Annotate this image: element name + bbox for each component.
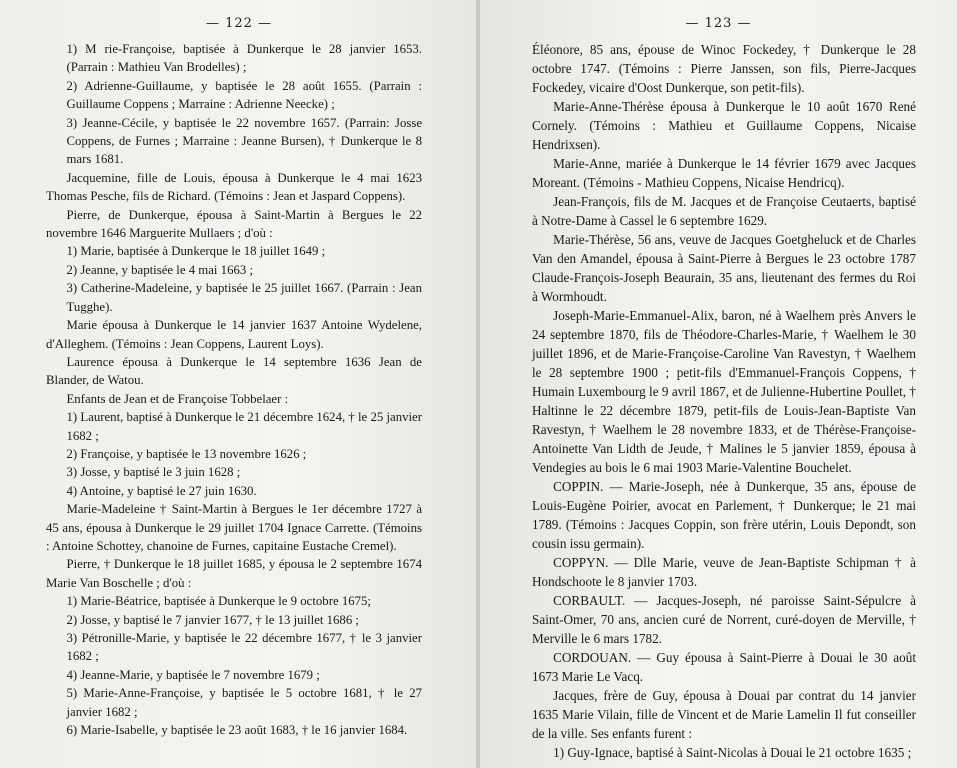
paragraph: 2) Josse, y baptisé le 7 janvier 1677, † le 13 juillet 1686 ;	[66, 612, 359, 627]
paragraph: Jacques, frère de Guy, épousa à Douai par contrat du 14 janvier 1635 Marie Vilain, fille de Vincent et de Marie Lamelin Il fut conseiller de la ville. Ses enfants furent :	[532, 688, 916, 741]
paragraph: 1) Marie, baptisée à Dunkerque le 18 juillet 1649 ;	[66, 244, 326, 259]
paragraph: Marie épousa à Dunkerque le 14 janvier 1637 Antoine Wydelene, d'Alleghem. (Témoins : Jean Coppens, Laurent Loys).	[46, 318, 422, 351]
left-page	[0, 0, 478, 768]
paragraph: 4) Jeanne-Marie, y baptisée le 7 novembre 1679 ;	[66, 667, 320, 682]
paragraph: 2) Adrienne-Guillaume, y baptisée le 28 août 1655. (Parrain : Guillaume Coppens ; Marraine : Adrienne Neecke) ;	[66, 78, 422, 112]
paragraph: Pierre, † Dunkerque le 18 juillet 1685, y épousa le 2 septembre 1674 Marie Van Boschelle ; d'où :	[46, 557, 422, 590]
paragraph: Laurence épousa à Dunkerque le 14 septembre 1636 Jean de Blander, de Watou.	[46, 354, 422, 388]
right-page-text	[532, 40, 916, 762]
paragraph: Éléonore, 85 ans, épouse de Winoc Fockedey, † Dunkerque le 28 octobre 1747. (Témoins : Pierre Janssen, son fils, Pierre-Jacques Fockedey, vicaire d'Oost Dunkerque, son petit-fils).	[532, 42, 916, 95]
right-page	[480, 0, 957, 768]
paragraph: Marie-Madeleine † Saint-Martin à Bergues le 1er décembre 1727 à 45 ans, épousa à Dunkerque le 29 juillet 1704 Ignace Carrette. (Témoins : Antoine Schottey, chanoine de Furnes, capitaine Eustache Cremel).	[46, 502, 422, 553]
right-page-number: — 123 —	[685, 16, 752, 31]
paragraph: 1) Marie-Béatrice, baptisée à Dunkerque le 9 octobre 1675;	[66, 594, 371, 609]
paragraph: 3) Jeanne-Cécile, y baptisée le 22 novembre 1657. (Parrain: Josse Coppens, de Furnes ; Marraine : Jeanne Bursen), † Dunkerque le 8 mars 1681.	[66, 115, 422, 167]
paragraph: CORBAULT. — Jacques-Joseph, né paroisse Saint-Sépulcre à Saint-Omer, 70 ans, ancien curé de Norrent, curé-doyen de Merville, † Merville le 6 mars 1782.	[532, 593, 916, 646]
paragraph: 2) Jeanne, y baptisée le 4 mai 1663 ;	[66, 262, 254, 277]
paragraph: Jacquemine, fille de Louis, épousa à Dunkerque le 4 mai 1623 Thomas Pesche, fils de Richard. (Témoins : Jean et Jaspard Coppens).	[46, 170, 422, 204]
paragraph: Marie-Anne-Thérèse épousa à Dunkerque le 10 août 1670 René Cornely. (Témoins : Mathieu et Guillaume Coppens, Nicaise Hendrixsen).	[532, 99, 916, 152]
paragraph: 6) Marie-Isabelle, y baptisée le 23 août 1683, † le 16 janvier 1684.	[66, 723, 408, 738]
paragraph: 1) M rie-Françoise, baptisée à Dunkerque le 28 janvier 1653. (Parrain : Mathieu Van Brodelles) ;	[66, 42, 422, 75]
paragraph: Enfants de Jean et de Françoise Tobbelaer :	[66, 391, 289, 406]
paragraph: Pierre, de Dunkerque, épousa à Saint-Martin à Bergues le 22 novembre 1646 Marguerite Mullaers ; d'où :	[46, 207, 422, 241]
paragraph: 5) Marie-Anne-Françoise, y baptisée le 5 octobre 1681, † le 27 janvier 1682 ;	[66, 686, 422, 719]
paragraph: Joseph-Marie-Emmanuel-Alix, baron, né à Waelhem près Anvers le 24 septembre 1870, fils de Théodore-Charles-Marie, † Waelhem le 30 juillet 1896, et de Marie-Françoise-Caroline Van Ravestyn, † Waelhem le 28 septembre 1900 ; petit-fils d'Emmanuel-François Coppens, † Humain Luxembourg le 9 avril 1867, et de Julienne-Hubertine Poullet, † Haltinne le 22 décembre 1879, petit-fils de Louis-Jean-Baptiste Van Ravestyn, † Waelhem le 28 novembre 1833, et de Thérèse-Françoise-Antoinette Van Lidth de Jeude, † Malines le 5 janvier 1859, épousa à Vendegies au bois le 6 mai 1903 Marie-Valentine Bouchelet.	[532, 308, 916, 475]
paragraph: 1) Laurent, baptisé à Dunkerque le 21 décembre 1624, † le 25 janvier 1682 ;	[66, 410, 422, 443]
paragraph: Marie-Thérèse, 56 ans, veuve de Jacques Goetgheluck et de Charles Van den Amandel, épousa à Saint-Pierre à Bergues le 23 octobre 1787 Claude-François-Joseph Beaurain, 35 ans, lieutenant des fermes du Roi à Wormhoudt.	[532, 232, 916, 304]
left-page-text	[46, 40, 422, 739]
paragraph: 2) Françoise, y baptisée le 13 novembre 1626 ;	[66, 446, 307, 461]
paragraph: 4) Antoine, y baptisé le 27 juin 1630.	[66, 483, 257, 498]
paragraph: 3) Catherine-Madeleine, y baptisée le 25 juillet 1667. (Parrain : Jean Tugghe).	[66, 281, 422, 314]
paragraph: 3) Josse, y baptisé le 3 juin 1628 ;	[66, 465, 241, 480]
paragraph: Marie-Anne, mariée à Dunkerque le 14 février 1679 avec Jacques Moreant. (Témoins - Mathieu Coppens, Nicaise Hendricq).	[532, 156, 916, 190]
paragraph: 3) Pétronille-Marie, y baptisée le 22 décembre 1677, † le 3 janvier 1682 ;	[66, 631, 422, 664]
paragraph: Jean-François, fils de M. Jacques et de Françoise Ceutaerts, baptisé à Notre-Dame à Cassel le 6 septembre 1629.	[532, 194, 916, 228]
paragraph: CORDOUAN. — Guy épousa à Saint-Pierre à Douai le 30 août 1673 Marie Le Vacq.	[532, 650, 916, 684]
paragraph: 1) Guy-Ignace, baptisé à Saint-Nicolas à Douai le 21 octobre 1635 ;	[553, 745, 912, 760]
paragraph: COPPYN. — Dlle Marie, veuve de Jean-Baptiste Schipman † à Hondschoote le 8 janvier 1703.	[532, 555, 916, 589]
left-page-number: — 122 —	[205, 16, 273, 31]
paragraph: COPPIN. — Marie-Joseph, née à Dunkerque, 35 ans, épouse de Louis-Eugène Poirier, avocat en Parlement, † Dunkerque; le 21 mai 1789. (Témoins : Jacques Coppin, son frère utérin, Louis Depondt, son cousin issu germain).	[532, 479, 916, 551]
